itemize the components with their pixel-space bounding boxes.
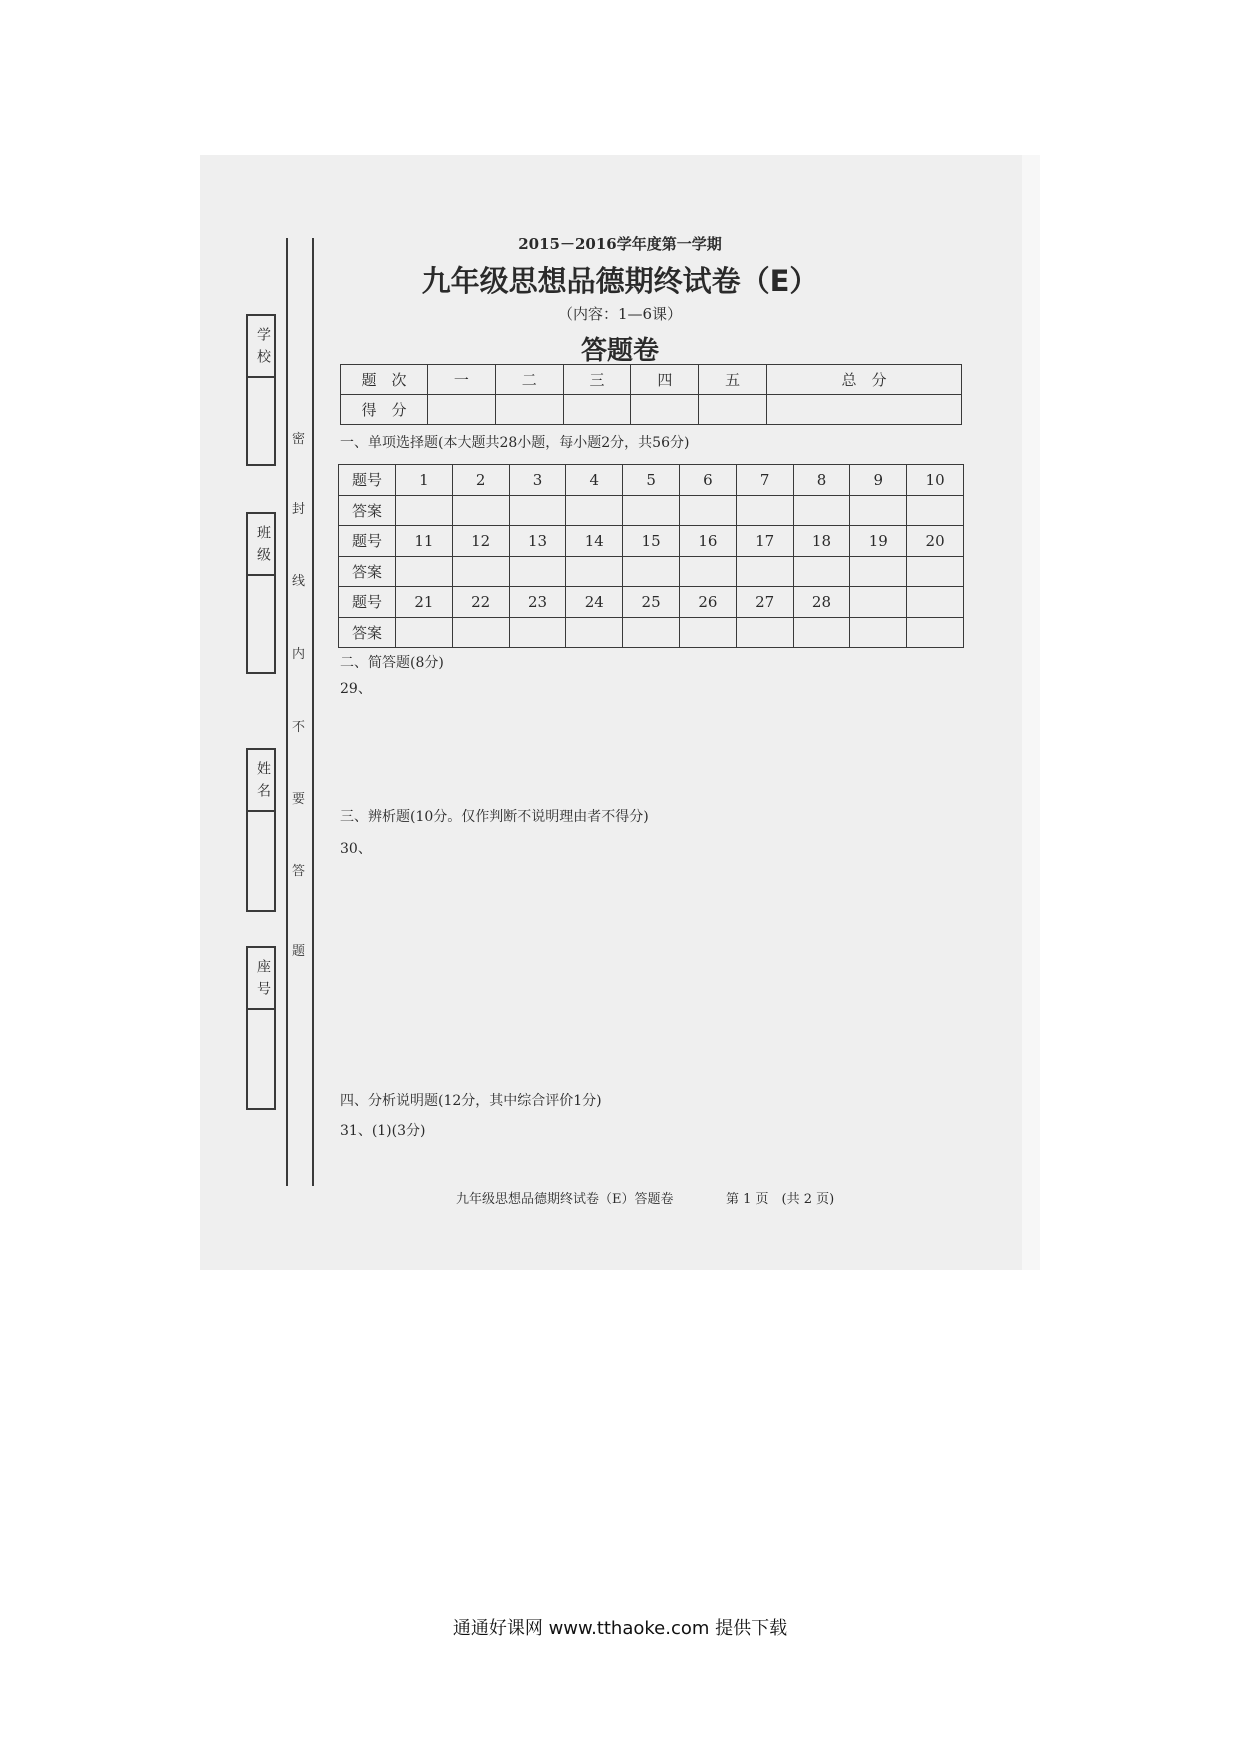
question-number: 27 [736,587,793,618]
class-label: 班级 [248,514,274,576]
question-29: 29、 [340,681,372,697]
answer-cell[interactable] [850,556,907,587]
answer-cell[interactable] [566,556,623,587]
question-number: 12 [452,526,509,557]
question-number [850,587,907,618]
question-number: 15 [623,526,680,557]
section4-title: 四、分析说明题(12分，其中综合评价1分) [340,1093,602,1109]
seal-char: 封 [292,502,306,517]
score-cell[interactable] [563,395,631,425]
answer-cell[interactable] [907,617,964,648]
question-number: 8 [793,465,850,496]
score-cell[interactable] [495,395,563,425]
answer-label: 答案 [339,556,396,587]
seal-char: 密 [292,432,306,447]
score-cell[interactable] [767,395,962,425]
answer-cell[interactable] [850,495,907,526]
seal-char: 线 [292,574,306,589]
question-number: 10 [907,465,964,496]
answer-cell[interactable] [509,556,566,587]
question-number: 5 [623,465,680,496]
answer-cell[interactable] [396,617,453,648]
seat-label: 座号 [248,948,274,1010]
score-cell[interactable] [428,395,496,425]
question-number-label: 题号 [339,526,396,557]
question-number: 24 [566,587,623,618]
school-label: 学校 [248,316,274,378]
question-number: 21 [396,587,453,618]
seal-char: 不 [292,720,306,735]
answer-cell[interactable] [793,617,850,648]
answer-cell[interactable] [907,556,964,587]
question-number: 18 [793,526,850,557]
answer-cell[interactable] [566,617,623,648]
score-header-cell: 题 次 [341,365,428,395]
answer-cell[interactable] [509,495,566,526]
answer-cell[interactable] [679,495,736,526]
question-number: 1 [396,465,453,496]
class-box [246,512,276,674]
question-number: 7 [736,465,793,496]
answer-cell[interactable] [509,617,566,648]
question-number: 20 [907,526,964,557]
answer-cell[interactable] [679,617,736,648]
question-number: 6 [679,465,736,496]
score-header-cell: 五 [699,365,767,395]
question-number: 25 [623,587,680,618]
answer-cell[interactable] [793,495,850,526]
question-number: 9 [850,465,907,496]
answer-cell[interactable] [679,556,736,587]
answer-cell[interactable] [623,495,680,526]
binding-line-right [312,238,314,1186]
answer-cell[interactable] [736,617,793,648]
score-table [340,364,962,425]
answer-cell[interactable] [736,495,793,526]
exam-title: 九年级思想品德期终试卷（E） [421,264,819,298]
score-header-cell: 一 [428,365,496,395]
answer-cell[interactable] [566,495,623,526]
question-31: 31、(1)(3分) [340,1123,426,1139]
seal-char: 内 [292,647,306,662]
choice-answer-grid [338,464,964,648]
question-number: 4 [566,465,623,496]
school-year: 2015－2016学年度第一学期 [518,235,722,253]
download-credit: 通通好课网 www.tthaoke.com 提供下载 [452,1618,788,1639]
answer-cell[interactable] [907,495,964,526]
question-number: 14 [566,526,623,557]
question-number: 28 [793,587,850,618]
footer-title: 九年级思想品德期终试卷（E）答题卷 [456,1192,674,1207]
question-30: 30、 [340,841,372,857]
question-number: 3 [509,465,566,496]
score-cell[interactable] [699,395,767,425]
name-box [246,748,276,912]
score-header-cell: 总 分 [767,365,962,395]
answer-cell[interactable] [850,617,907,648]
answer-cell[interactable] [396,556,453,587]
exam-content-range: （内容：1—6课） [557,305,683,323]
score-header-cell: 四 [631,365,699,395]
answer-cell[interactable] [452,617,509,648]
footer-page-number: 第 1 页 (共 2 页) [726,1192,835,1207]
question-number: 17 [736,526,793,557]
question-number-label: 题号 [339,465,396,496]
section3-title: 三、辨析题(10分。仅作判断不说明理由者不得分) [340,809,649,825]
score-header-cell: 三 [563,365,631,395]
score-header-cell: 二 [495,365,563,395]
answer-cell[interactable] [452,495,509,526]
question-number-label: 题号 [339,587,396,618]
seal-char: 要 [292,792,306,807]
answer-cell[interactable] [793,556,850,587]
question-number: 2 [452,465,509,496]
question-number: 26 [679,587,736,618]
score-cell[interactable] [631,395,699,425]
binding-line-left [286,238,288,1186]
seat-box [246,946,276,1110]
section2-title: 二、简答题(8分) [340,655,444,671]
question-number: 23 [509,587,566,618]
seal-char: 题 [292,944,306,959]
answer-sheet-title: 答题卷 [580,336,659,366]
question-number: 13 [509,526,566,557]
question-number [907,587,964,618]
name-label: 姓名 [248,750,274,812]
answer-cell[interactable] [452,556,509,587]
answer-label: 答案 [339,617,396,648]
question-number: 16 [679,526,736,557]
question-number: 11 [396,526,453,557]
answer-cell[interactable] [623,617,680,648]
question-number: 19 [850,526,907,557]
answer-cell[interactable] [736,556,793,587]
answer-label: 答案 [339,495,396,526]
seal-char: 答 [292,864,306,879]
score-row-label: 得 分 [341,395,428,425]
answer-cell[interactable] [396,495,453,526]
question-number: 22 [452,587,509,618]
answer-cell[interactable] [623,556,680,587]
section1-title: 一、单项选择题(本大题共28小题，每小题2分，共56分) [340,435,690,451]
